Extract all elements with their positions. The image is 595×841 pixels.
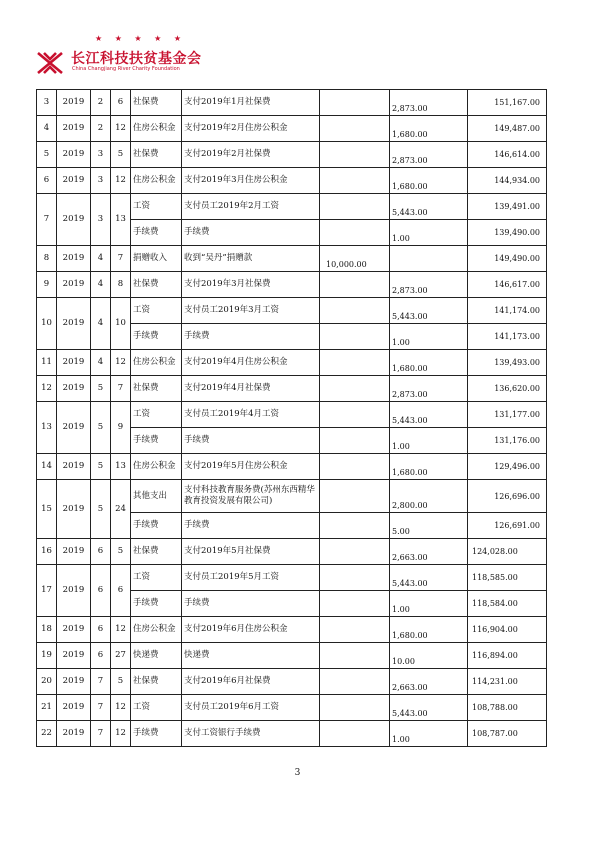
entry-category: 手续费 [131,591,182,617]
entry-description: 支付2019年1月社保费 [182,90,320,116]
entry-balance: 129,496.00 [468,454,547,480]
table-row [37,454,547,480]
entry-month: 4 [91,298,111,350]
table-row [37,402,547,428]
entry-balance: 149,490.00 [468,246,547,272]
table-row [37,90,547,116]
entry-description: 支付员工2019年6月工资 [182,695,320,721]
entry-expense: 5,443.00 [390,565,468,591]
entry-description: 支付2019年6月住房公积金 [182,617,320,643]
entry-year: 2019 [57,695,91,721]
entry-number: 19 [37,643,57,669]
entry-day: 12 [111,116,131,142]
entry-income [320,454,390,480]
entry-number: 15 [37,480,57,539]
entry-year: 2019 [57,116,91,142]
stars-decoration: ★ ★ ★ ★ ★ [95,34,187,43]
entry-month: 4 [91,350,111,376]
entry-day: 12 [111,350,131,376]
entry-description: 支付2019年3月社保费 [182,272,320,298]
entry-balance: 131,177.00 [468,402,547,428]
entry-year: 2019 [57,617,91,643]
entry-day: 8 [111,272,131,298]
entry-expense: 1,680.00 [390,168,468,194]
entry-expense: 2,873.00 [390,272,468,298]
entry-balance: 141,174.00 [468,298,547,324]
entry-month: 5 [91,454,111,480]
entry-year: 2019 [57,194,91,246]
entry-category: 社保费 [131,90,182,116]
entry-month: 7 [91,695,111,721]
entry-expense: 1,680.00 [390,454,468,480]
entry-balance: 141,173.00 [468,324,547,350]
entry-day: 12 [111,617,131,643]
entry-balance: 139,493.00 [468,350,547,376]
entry-year: 2019 [57,272,91,298]
entry-category: 社保费 [131,272,182,298]
entry-month: 6 [91,565,111,617]
entry-category: 手续费 [131,721,182,747]
entry-month: 6 [91,643,111,669]
foundation-logo [35,34,205,78]
entry-day: 12 [111,168,131,194]
entry-income [320,116,390,142]
entry-balance: 144,934.00 [468,168,547,194]
entry-day: 13 [111,454,131,480]
entry-category: 社保费 [131,669,182,695]
entry-number: 4 [37,116,57,142]
entry-year: 2019 [57,454,91,480]
entry-day: 7 [111,246,131,272]
entry-year: 2019 [57,643,91,669]
entry-expense: 1.00 [390,591,468,617]
entry-description: 支付员工2019年5月工资 [182,565,320,591]
table-row [37,142,547,168]
entry-description: 支付员工2019年4月工资 [182,402,320,428]
entry-number: 3 [37,90,57,116]
entry-description: 支付科技教育服务费(苏州东西精华教育投资发展有限公司) [182,480,320,513]
entry-expense: 2,663.00 [390,539,468,565]
entry-balance: 146,617.00 [468,272,547,298]
entry-income [320,591,390,617]
entry-month: 3 [91,168,111,194]
entry-month: 2 [91,116,111,142]
table-row [37,539,547,565]
entry-month: 4 [91,272,111,298]
entry-category: 住房公积金 [131,168,182,194]
ledger-table [36,89,547,747]
entry-category: 手续费 [131,428,182,454]
entry-number: 10 [37,298,57,350]
entry-balance: 124,028.00 [468,539,547,565]
entry-year: 2019 [57,480,91,539]
entry-income [320,376,390,402]
table-row [37,168,547,194]
entry-expense: 5,443.00 [390,194,468,220]
entry-category: 手续费 [131,513,182,539]
table-row [37,376,547,402]
entry-income [320,194,390,220]
entry-expense: 1,680.00 [390,617,468,643]
entry-category: 工资 [131,194,182,220]
entry-category: 社保费 [131,142,182,168]
entry-expense: 1.00 [390,220,468,246]
entry-balance: 136,620.00 [468,376,547,402]
entry-balance: 139,490.00 [468,220,547,246]
entry-expense: 2,663.00 [390,669,468,695]
entry-day: 5 [111,539,131,565]
entry-description: 支付2019年2月社保费 [182,142,320,168]
entry-year: 2019 [57,168,91,194]
entry-category: 工资 [131,565,182,591]
entry-balance: 126,696.00 [468,480,547,513]
entry-description: 支付2019年3月住房公积金 [182,168,320,194]
entry-month: 3 [91,142,111,168]
entry-category: 工资 [131,402,182,428]
entry-balance: 108,787.00 [468,721,547,747]
entry-expense: 1,680.00 [390,350,468,376]
table-row [37,116,547,142]
entry-category: 社保费 [131,376,182,402]
entry-description: 手续费 [182,324,320,350]
entry-month: 6 [91,617,111,643]
entry-category: 手续费 [131,324,182,350]
entry-description: 手续费 [182,513,320,539]
entry-category: 其他支出 [131,480,182,513]
entry-expense: 2,873.00 [390,376,468,402]
entry-category: 快递费 [131,643,182,669]
entry-income [320,350,390,376]
entry-category: 手续费 [131,220,182,246]
entry-description: 支付2019年5月社保费 [182,539,320,565]
entry-income [320,220,390,246]
entry-year: 2019 [57,721,91,747]
entry-income [320,324,390,350]
entry-income: 10,000.00 [320,246,390,272]
table-row [37,643,547,669]
entry-expense: 1.00 [390,428,468,454]
entry-expense: 1,680.00 [390,116,468,142]
entry-day: 24 [111,480,131,539]
entry-description: 支付2019年2月住房公积金 [182,116,320,142]
entry-number: 6 [37,168,57,194]
entry-balance: 146,614.00 [468,142,547,168]
entry-description: 手续费 [182,428,320,454]
entry-day: 9 [111,402,131,454]
entry-month: 7 [91,669,111,695]
entry-balance: 118,585.00 [468,565,547,591]
entry-category: 住房公积金 [131,116,182,142]
entry-expense: 5,443.00 [390,402,468,428]
table-row [37,272,547,298]
entry-category: 捐赠收入 [131,246,182,272]
entry-description: 手续费 [182,220,320,246]
entry-number: 11 [37,350,57,376]
table-row [37,350,547,376]
entry-day: 27 [111,643,131,669]
entry-month: 3 [91,194,111,246]
entry-year: 2019 [57,669,91,695]
entry-year: 2019 [57,90,91,116]
entry-category: 社保费 [131,539,182,565]
entry-description: 支付员工2019年2月工资 [182,194,320,220]
entry-income [320,539,390,565]
table-row [37,246,547,272]
entry-description: 收到“吴丹”捐赠款 [182,246,320,272]
entry-number: 12 [37,376,57,402]
table-row [37,695,547,721]
entry-expense: 10.00 [390,643,468,669]
org-name-cn: 长江科技扶贫基金会 [71,51,202,67]
entry-category: 工资 [131,298,182,324]
entry-income [320,298,390,324]
entry-expense: 2,873.00 [390,90,468,116]
entry-income [320,617,390,643]
entry-expense: 5,443.00 [390,695,468,721]
entry-category: 住房公积金 [131,350,182,376]
entry-balance: 139,491.00 [468,194,547,220]
entry-income [320,272,390,298]
entry-expense: 2,800.00 [390,480,468,513]
entry-month: 5 [91,480,111,539]
entry-expense: 1.00 [390,324,468,350]
entry-day: 5 [111,142,131,168]
table-row [37,194,547,220]
entry-income [320,695,390,721]
entry-year: 2019 [57,142,91,168]
entry-expense: 2,873.00 [390,142,468,168]
table-row [37,617,547,643]
entry-day: 10 [111,298,131,350]
entry-balance: 149,487.00 [468,116,547,142]
entry-balance: 108,788.00 [468,695,547,721]
entry-year: 2019 [57,539,91,565]
entry-balance: 131,176.00 [468,428,547,454]
entry-number: 16 [37,539,57,565]
entry-income [320,90,390,116]
entry-description: 支付2019年4月社保费 [182,376,320,402]
entry-income [320,168,390,194]
page-number: 3 [294,768,301,778]
entry-balance: 116,894.00 [468,643,547,669]
entry-month: 6 [91,539,111,565]
entry-day: 6 [111,565,131,617]
entry-day: 12 [111,721,131,747]
entry-description: 支付员工2019年3月工资 [182,298,320,324]
entry-month: 5 [91,402,111,454]
table-row [37,669,547,695]
entry-balance: 151,167.00 [468,90,547,116]
entry-day: 6 [111,90,131,116]
entry-income [320,565,390,591]
entry-description: 手续费 [182,591,320,617]
entry-year: 2019 [57,565,91,617]
entry-number: 17 [37,565,57,617]
table-row [37,298,547,324]
entry-year: 2019 [57,376,91,402]
entry-year: 2019 [57,246,91,272]
entry-income [320,721,390,747]
entry-number: 14 [37,454,57,480]
entry-balance: 114,231.00 [468,669,547,695]
entry-description: 支付2019年4月住房公积金 [182,350,320,376]
entry-balance: 126,691.00 [468,513,547,539]
logo-mark-icon [35,50,65,76]
entry-income [320,669,390,695]
entry-day: 7 [111,376,131,402]
entry-description: 支付工资银行手续费 [182,721,320,747]
entry-income [320,142,390,168]
entry-day: 5 [111,669,131,695]
entry-number: 20 [37,669,57,695]
entry-expense: 1.00 [390,721,468,747]
entry-description: 支付2019年5月住房公积金 [182,454,320,480]
entry-day: 12 [111,695,131,721]
entry-day: 13 [111,194,131,246]
entry-number: 9 [37,272,57,298]
entry-income [320,480,390,513]
entry-expense [390,246,468,272]
entry-year: 2019 [57,402,91,454]
entry-category: 住房公积金 [131,617,182,643]
entry-month: 4 [91,246,111,272]
entry-income [320,643,390,669]
entry-year: 2019 [57,350,91,376]
entry-number: 22 [37,721,57,747]
entry-number: 5 [37,142,57,168]
entry-category: 住房公积金 [131,454,182,480]
entry-month: 5 [91,376,111,402]
entry-number: 21 [37,695,57,721]
entry-number: 18 [37,617,57,643]
entry-balance: 118,584.00 [468,591,547,617]
entry-month: 2 [91,90,111,116]
entry-year: 2019 [57,298,91,350]
table-row [37,721,547,747]
entry-description: 支付2019年6月社保费 [182,669,320,695]
entry-income [320,428,390,454]
entry-income [320,513,390,539]
table-row [37,480,547,513]
table-row [37,565,547,591]
entry-expense: 5,443.00 [390,298,468,324]
org-name-en: China Changjiang River Charity Foundation [72,66,180,72]
entry-balance: 116,904.00 [468,617,547,643]
entry-expense: 5.00 [390,513,468,539]
entry-description: 快递费 [182,643,320,669]
entry-number: 7 [37,194,57,246]
entry-income [320,402,390,428]
entry-number: 8 [37,246,57,272]
entry-category: 工资 [131,695,182,721]
entry-number: 13 [37,402,57,454]
entry-month: 7 [91,721,111,747]
